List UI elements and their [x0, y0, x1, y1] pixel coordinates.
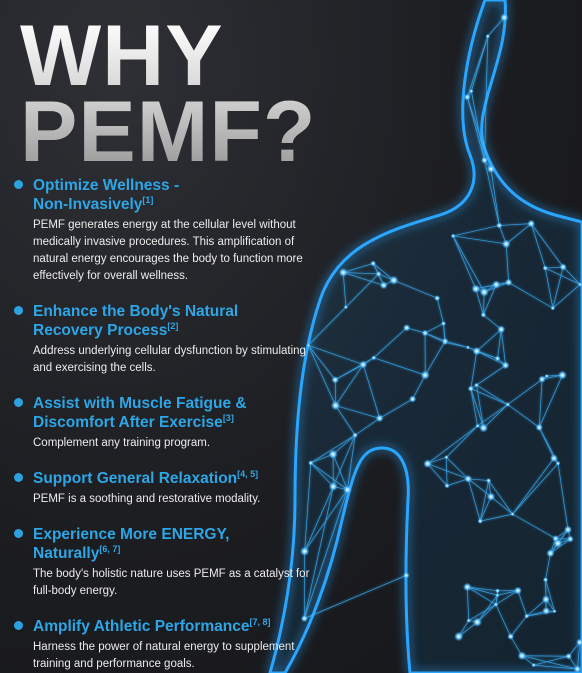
mesh-node [444, 483, 449, 488]
mesh-node [479, 423, 488, 432]
benefit-description: Harness the power of natural energy to supplement training and performance goals. [33, 641, 295, 670]
benefit-description: The body's holistic nature uses PEMF as a catalyst for full-body energy. [33, 568, 310, 597]
mesh-node [403, 572, 410, 579]
mesh-node [497, 325, 505, 333]
mesh-node [466, 345, 470, 349]
mesh-node [550, 454, 558, 462]
mesh-node [573, 665, 581, 673]
citation-ref: [4, 5] [237, 468, 259, 479]
benefit-heading [33, 617, 314, 636]
mesh-node [329, 482, 338, 491]
mesh-node [422, 330, 429, 337]
bullet-dot-icon [14, 621, 23, 630]
mesh-node [543, 265, 548, 270]
mesh-node [542, 607, 550, 615]
benefit-item-wellness [14, 176, 314, 285]
citation-ref: [2] [167, 320, 179, 331]
benefit-item-athletic [14, 617, 314, 673]
mesh-node [527, 220, 535, 228]
mesh-node [464, 475, 472, 483]
mesh-node [502, 361, 510, 369]
mesh-node [474, 383, 479, 388]
mesh-node [477, 518, 483, 524]
mesh-node [339, 268, 348, 277]
mesh-node [495, 593, 499, 597]
mesh-node [559, 263, 567, 271]
heading-line-1: Support General Relaxation [33, 470, 238, 487]
mesh-node [500, 13, 509, 22]
bullet-dot-icon [14, 306, 23, 315]
mesh-node [479, 287, 489, 297]
mesh-node [389, 275, 399, 285]
citation-ref: [6, 7] [99, 543, 121, 554]
mesh-node [494, 602, 499, 607]
mesh-node [466, 618, 471, 623]
mesh-node [496, 222, 502, 228]
bullet-dot-icon [14, 180, 23, 189]
mesh-node [510, 512, 514, 516]
bullet-dot-icon [14, 398, 23, 407]
mesh-node [564, 525, 572, 533]
mesh-node [495, 588, 500, 593]
bullet-dot-icon [14, 473, 23, 482]
citation-ref: [1] [142, 194, 154, 205]
mesh-node [468, 385, 474, 391]
benefit-heading [33, 525, 314, 563]
mesh-node [487, 492, 496, 501]
page-title [20, 8, 317, 180]
benefit-item-relaxation [14, 469, 314, 508]
heading-line-1: Assist with Muscle Fatigue & [33, 395, 247, 412]
mesh-node [472, 617, 482, 627]
mesh-node [471, 284, 480, 293]
mesh-node [558, 370, 567, 379]
heading-line-2: Non-Invasively [33, 196, 143, 213]
citation-ref: [7, 8] [249, 616, 271, 627]
mesh-node [567, 535, 574, 542]
mesh-node [472, 347, 481, 356]
mesh-node [481, 156, 489, 164]
mesh-node [485, 34, 490, 39]
benefit-description: PEMF is a soothing and restorative modality. [33, 493, 261, 505]
mesh-node [552, 535, 559, 542]
benefit-list [14, 176, 314, 673]
mesh-node [514, 586, 522, 594]
mesh-node [441, 321, 446, 326]
mesh-node [552, 609, 556, 613]
benefit-item-muscle-fatigue [14, 394, 314, 452]
mesh-node [502, 239, 511, 248]
benefit-heading [33, 302, 314, 340]
mesh-node [454, 632, 464, 642]
mesh-node [464, 93, 471, 100]
mesh-node [495, 356, 501, 362]
mesh-node [380, 281, 388, 289]
heading-line-2: Naturally [33, 545, 100, 562]
heading-line-1: Amplify Athletic Performance [33, 618, 250, 635]
mesh-node [359, 360, 367, 368]
mesh-node [517, 651, 526, 660]
title-line-1: WHY [20, 8, 224, 104]
mesh-node [420, 370, 430, 380]
benefit-heading [33, 394, 314, 432]
mesh-node [531, 663, 536, 668]
mesh-node [565, 653, 572, 660]
mesh-node [343, 485, 352, 494]
title-line-2: PEMF? [20, 84, 317, 180]
mesh-node [524, 614, 529, 619]
mesh-node [475, 424, 479, 428]
mesh-node [507, 633, 514, 640]
heading-line-1: Experience More ENERGY, [33, 526, 230, 543]
heading-line-2: Discomfort After Exercise [33, 414, 223, 431]
mesh-node [546, 549, 555, 558]
mesh-node [352, 432, 358, 438]
mesh-node [370, 260, 376, 266]
mesh-node [492, 280, 501, 289]
mesh-node [487, 165, 496, 174]
benefit-description: Address underlying cellular dysfunction by stimulating and exercising the cells. [33, 345, 306, 374]
mesh-node [409, 395, 417, 403]
heading-line-1: Optimize Wellness - [33, 177, 180, 194]
mesh-node [543, 577, 548, 582]
mesh-node [331, 376, 339, 384]
benefit-description: Complement any training program. [33, 437, 211, 449]
benefit-heading [33, 176, 314, 214]
mesh-node [371, 355, 376, 360]
mesh-node [556, 461, 561, 466]
benefit-item-recovery [14, 302, 314, 377]
mesh-node [376, 414, 384, 422]
benefit-description: PEMF generates energy at the cellular level without medically invasive procedures. This amplification of natural energy encourages the body to function more effectively for overall wellness. [33, 219, 303, 282]
benefit-heading [33, 469, 314, 488]
mesh-node [486, 478, 491, 483]
mesh-node [535, 424, 543, 432]
mesh-node [444, 455, 448, 459]
bullet-dot-icon [14, 529, 23, 538]
mesh-node [542, 595, 551, 604]
heading-line-2: Recovery Process [33, 322, 168, 339]
mesh-node [538, 375, 546, 383]
benefit-item-energy [14, 525, 314, 600]
mesh-node [469, 89, 474, 94]
mesh-node [442, 338, 449, 345]
mesh-node [463, 583, 472, 592]
heading-line-1: Enhance the Body's Natural [33, 303, 239, 320]
mesh-node [328, 449, 338, 459]
mesh-node [403, 324, 411, 332]
citation-ref: [3] [222, 412, 234, 423]
mesh-node [376, 271, 382, 277]
mesh-node [505, 279, 513, 287]
mesh-node [480, 312, 486, 318]
mesh-node [434, 295, 440, 301]
mesh-node [344, 305, 348, 309]
mesh-node [505, 402, 510, 407]
mesh-node [423, 459, 432, 468]
mesh-node [451, 234, 456, 239]
mesh-node [550, 306, 555, 311]
mesh-node [331, 401, 341, 411]
